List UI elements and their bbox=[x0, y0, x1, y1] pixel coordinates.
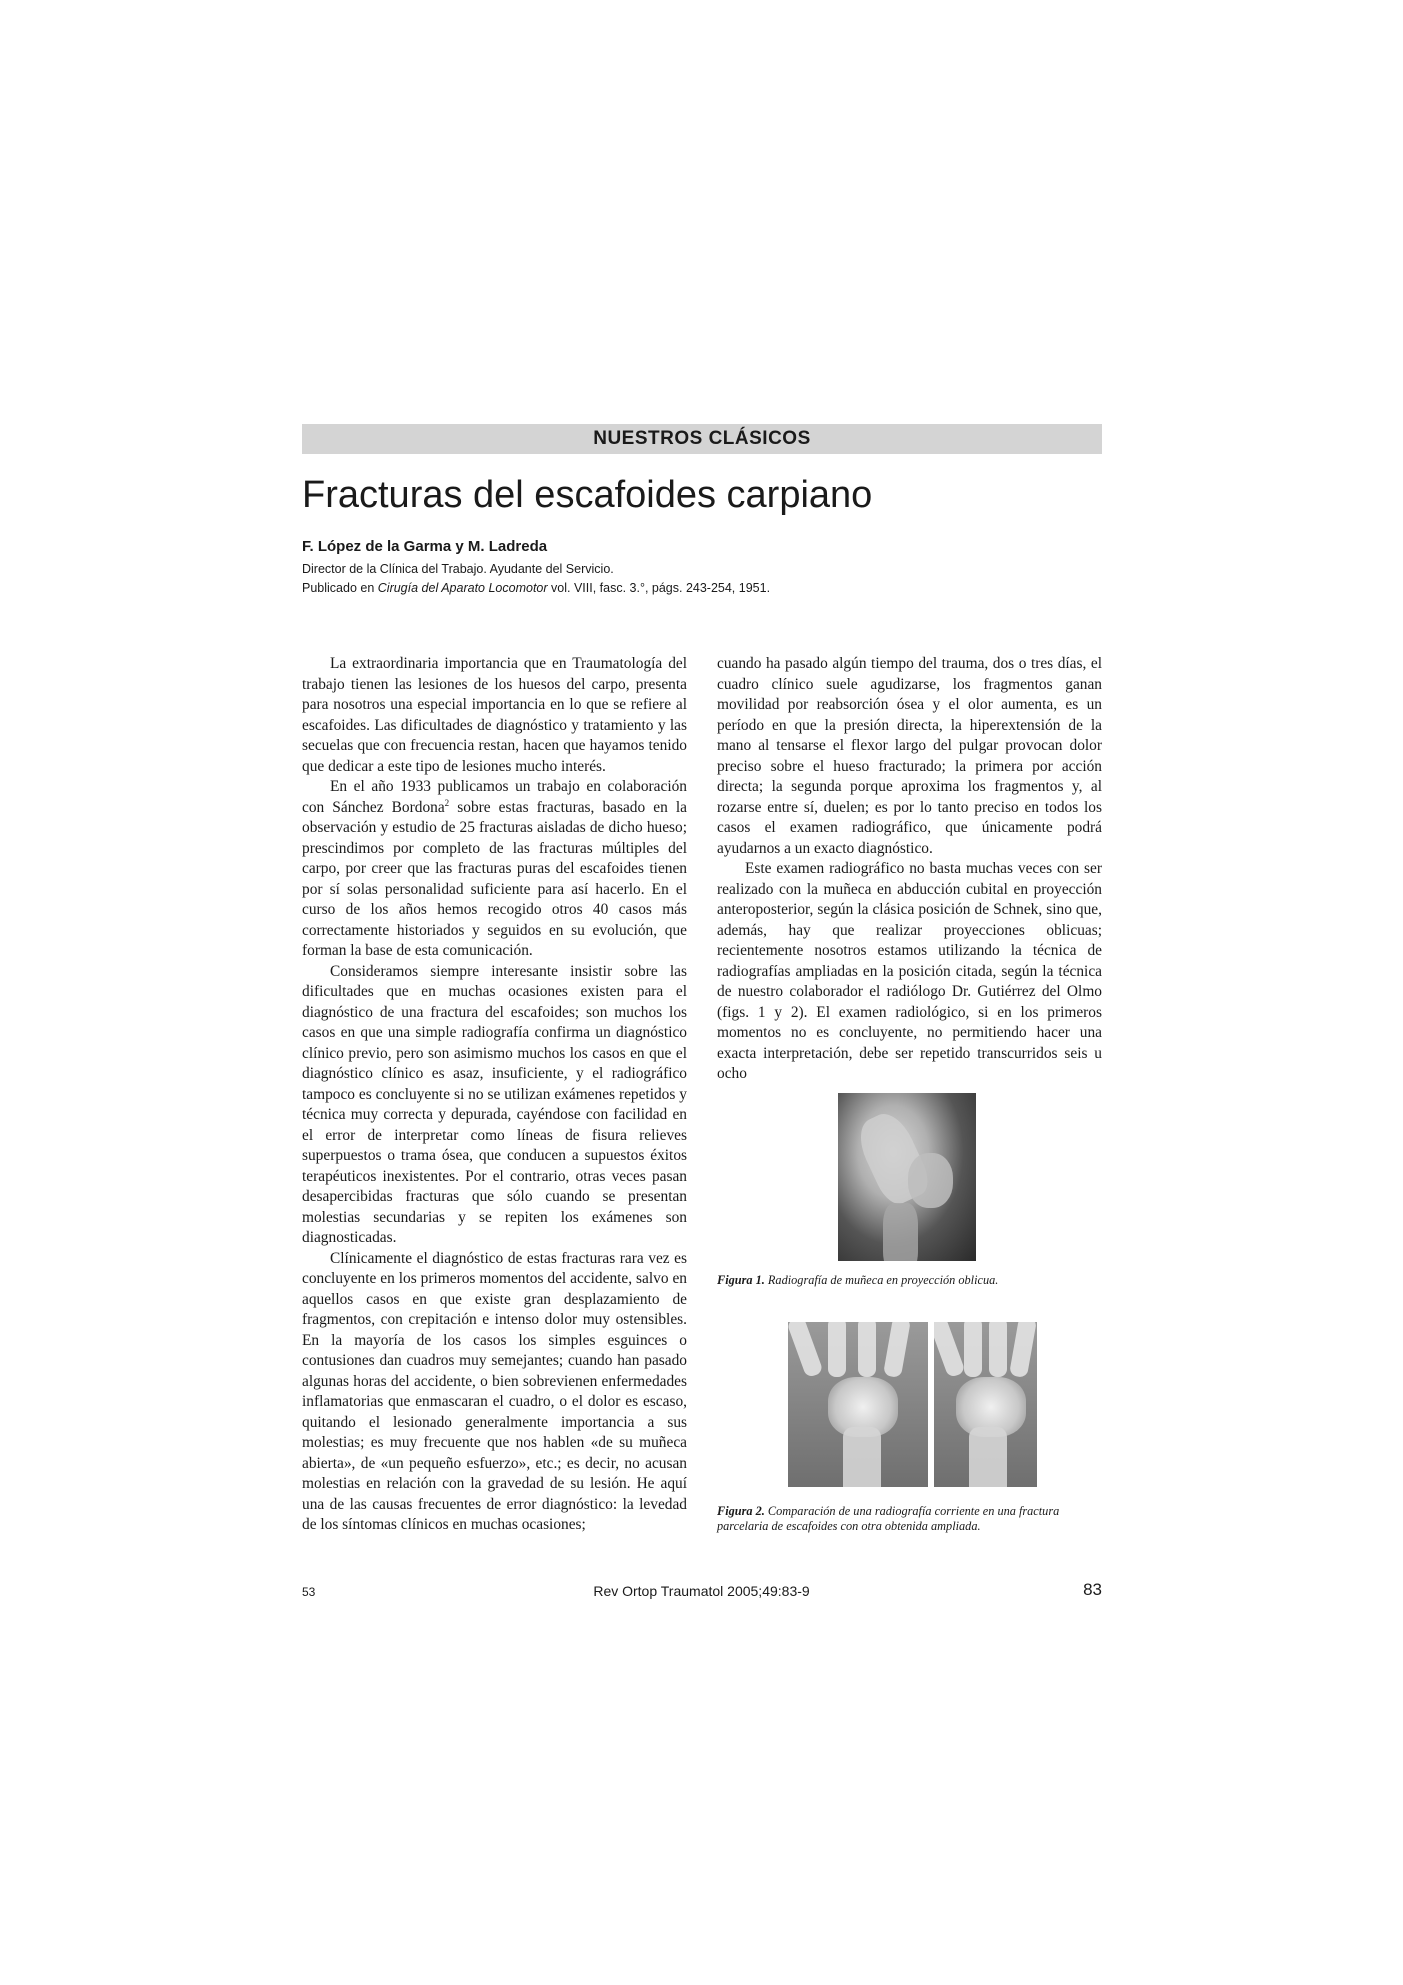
figure-label: Figura 1. bbox=[717, 1273, 765, 1287]
figure-2-caption bbox=[717, 1504, 1102, 1534]
figure-label: Figura 2. bbox=[717, 1504, 765, 1518]
xray-bone-shape bbox=[883, 1203, 918, 1261]
xray-bone-shape bbox=[858, 1322, 876, 1377]
publication-info bbox=[302, 581, 770, 595]
xray-bone-shape bbox=[788, 1322, 824, 1378]
section-header: NUESTROS CLÁSICOS bbox=[302, 424, 1102, 454]
publication-prefix: Publicado en bbox=[302, 581, 378, 595]
paragraph: cuando ha pasado algún tiempo del trauma, dos o tres días, el cuadro clínico suele agudizarse, los fragmentos ganan movilidad por reabsorción ósea y el olor aumenta, es un período en que la presión directa, la hiperextensión de la mano al tensarse el flexor largo del pulgar provocan dolor preciso sobre el hueso fracturado; la primera por acción directa; la segunda porque aproxima los fragmentos y, al rozarse entre sí, duelen; es por lo tanto preciso en todos los casos el examen radiográfico, que únicamente podrá ayudarnos a un exacto diagnóstico. bbox=[717, 655, 1102, 857]
figure-1-xray-image bbox=[838, 1093, 976, 1261]
figure-2-xray-enlarged bbox=[934, 1322, 1037, 1487]
caption-text: Radiografía de muñeca en proyección oblicua. bbox=[764, 1273, 999, 1287]
xray-bone-shape bbox=[964, 1322, 982, 1377]
xray-bone-shape bbox=[843, 1427, 881, 1487]
xray-bone-shape bbox=[969, 1427, 1007, 1487]
xray-bone-shape bbox=[1009, 1322, 1037, 1378]
paragraph: Consideramos siempre interesante insistir sobre las dificultades que en muchas ocasiones existen para el diagnóstico de una fractura del escafoides; son muchos los casos en que una simple radiografía confirma un diagnóstico clínico previo, pero son asimismo muchos los casos en que el diagnóstico clínico es asaz, insuficiente, y el radiográfico tampoco es concluyente si no se utilizan exámenes repetidos y técnica muy correcta y depurada, cayéndose con facilidad en el error de interpretar como líneas de fisura relieves superpuestos o trama ósea, que conducen a supuestos éxitos terapéuticos inexistentes. Por el contrario, otras veces pasan desapercibidas fracturas que sólo cuando se presentan molestias secundarias y se repiten los exámenes son diagnosticadas. bbox=[302, 962, 687, 1246]
xray-bone-shape bbox=[828, 1322, 846, 1377]
publication-suffix: vol. VIII, fasc. 3.°, págs. 243-254, 1951. bbox=[547, 581, 771, 595]
xray-bone-shape bbox=[989, 1322, 1007, 1377]
footer-page-number-right: 83 bbox=[1083, 1580, 1102, 1599]
xray-bone-shape bbox=[883, 1322, 911, 1378]
paragraph: Este examen radiográfico no basta muchas veces con ser realizado con la muñeca en abducción cubital en proyección anteroposterior, según la clásica posición de Schnek, sino que, además, hay que realizar proyecciones oblicuas; recientemente nosotros estamos utilizando la técnica de radiografías ampliadas en la posición citada, según la técnica de nuestro colaborador el radiólogo Dr. Gutiérrez del Olmo (figs. 1 y 2). El examen radiológico, si en los primeros momentos no es concluyente, no permitiendo hacer una exacta interpretación, debe ser repetido transcurridos seis u ocho bbox=[717, 860, 1102, 1082]
affiliation: Director de la Clínica del Trabajo. Ayudante del Servicio. bbox=[302, 562, 614, 576]
left-column bbox=[302, 654, 687, 1534]
paragraph-text: sobre estas fracturas, basado en la observación y estudio de 25 fracturas aisladas de dicho hueso; prescindimos por completo de las fracturas múltiples del carpo, por creer que las fracturas puras del escafoides tienen por sí solas personalidad suficiente para así hacerlo. En el curso de los años hemos recogido otros 40 casos más correctamente historiados y seguidos en su evolución, que forman la base de esta comunicación. bbox=[302, 798, 687, 959]
paragraph-text: En el año 1933 publicamos un trabajo en colaboración con Sánchez Bordona bbox=[302, 778, 687, 816]
xray-bone-shape bbox=[908, 1153, 953, 1208]
reference-marker: 2 bbox=[444, 797, 450, 808]
authors: F. López de la Garma y M. Ladreda bbox=[302, 538, 548, 555]
caption-text: Comparación de una radiografía corriente en una fractura parcelaria de escafoides con otra obtenida ampliada. bbox=[717, 1504, 1060, 1533]
figure-2-xray-standard bbox=[788, 1322, 928, 1487]
paragraph: Clínicamente el diagnóstico de estas fracturas rara vez es concluyente en los primeros momentos del accidente, salvo en aquellos casos en que existe gran desplazamiento de fragmentos, con crepitación e intenso dolor muy ostensibles. En la mayoría de los casos los simples esguinces o contusiones dan cuadros muy semejantes; cuando han pasado algunas horas del accidente, o bien sobrevienen enfermedades inflamatorias que enmascaran el cuadro, o el dolor es escaso, quitando el lesionado generalmente importancia a sus molestias; es muy frecuente que nos hablen «de su muñeca abierta», de «un pequeño esfuerzo», etc.; es decir, no acusan molestias en relación con la gravedad de su lesión. He aquí una de las causas frecuentes de error diagnóstico: la levedad de los síntomas clínicos en muchas ocasiones; bbox=[302, 1249, 687, 1533]
figure-1-caption bbox=[717, 1273, 1102, 1288]
right-column bbox=[717, 654, 1102, 1082]
footer-journal-citation: Rev Ortop Traumatol 2005;49:83-9 bbox=[593, 1583, 810, 1599]
paragraph: La extraordinaria importancia que en Traumatología del trabajo tienen las lesiones de los huesos del carpo, presenta para nosotros una especial importancia en lo que se refiere al escafoides. Las dificultades de diagnóstico y tratamiento y las secuelas que con frecuencia restan, hacen que hayamos tenido que dedicar a este tipo de lesiones mucho interés. bbox=[302, 655, 687, 775]
publication-journal: Cirugía del Aparato Locomotor bbox=[377, 581, 548, 595]
footer-page-number-left: 53 bbox=[302, 1585, 316, 1599]
xray-bone-shape bbox=[934, 1322, 966, 1378]
article-title: Fracturas del escafoides carpiano bbox=[302, 474, 873, 516]
paragraph bbox=[302, 777, 687, 962]
